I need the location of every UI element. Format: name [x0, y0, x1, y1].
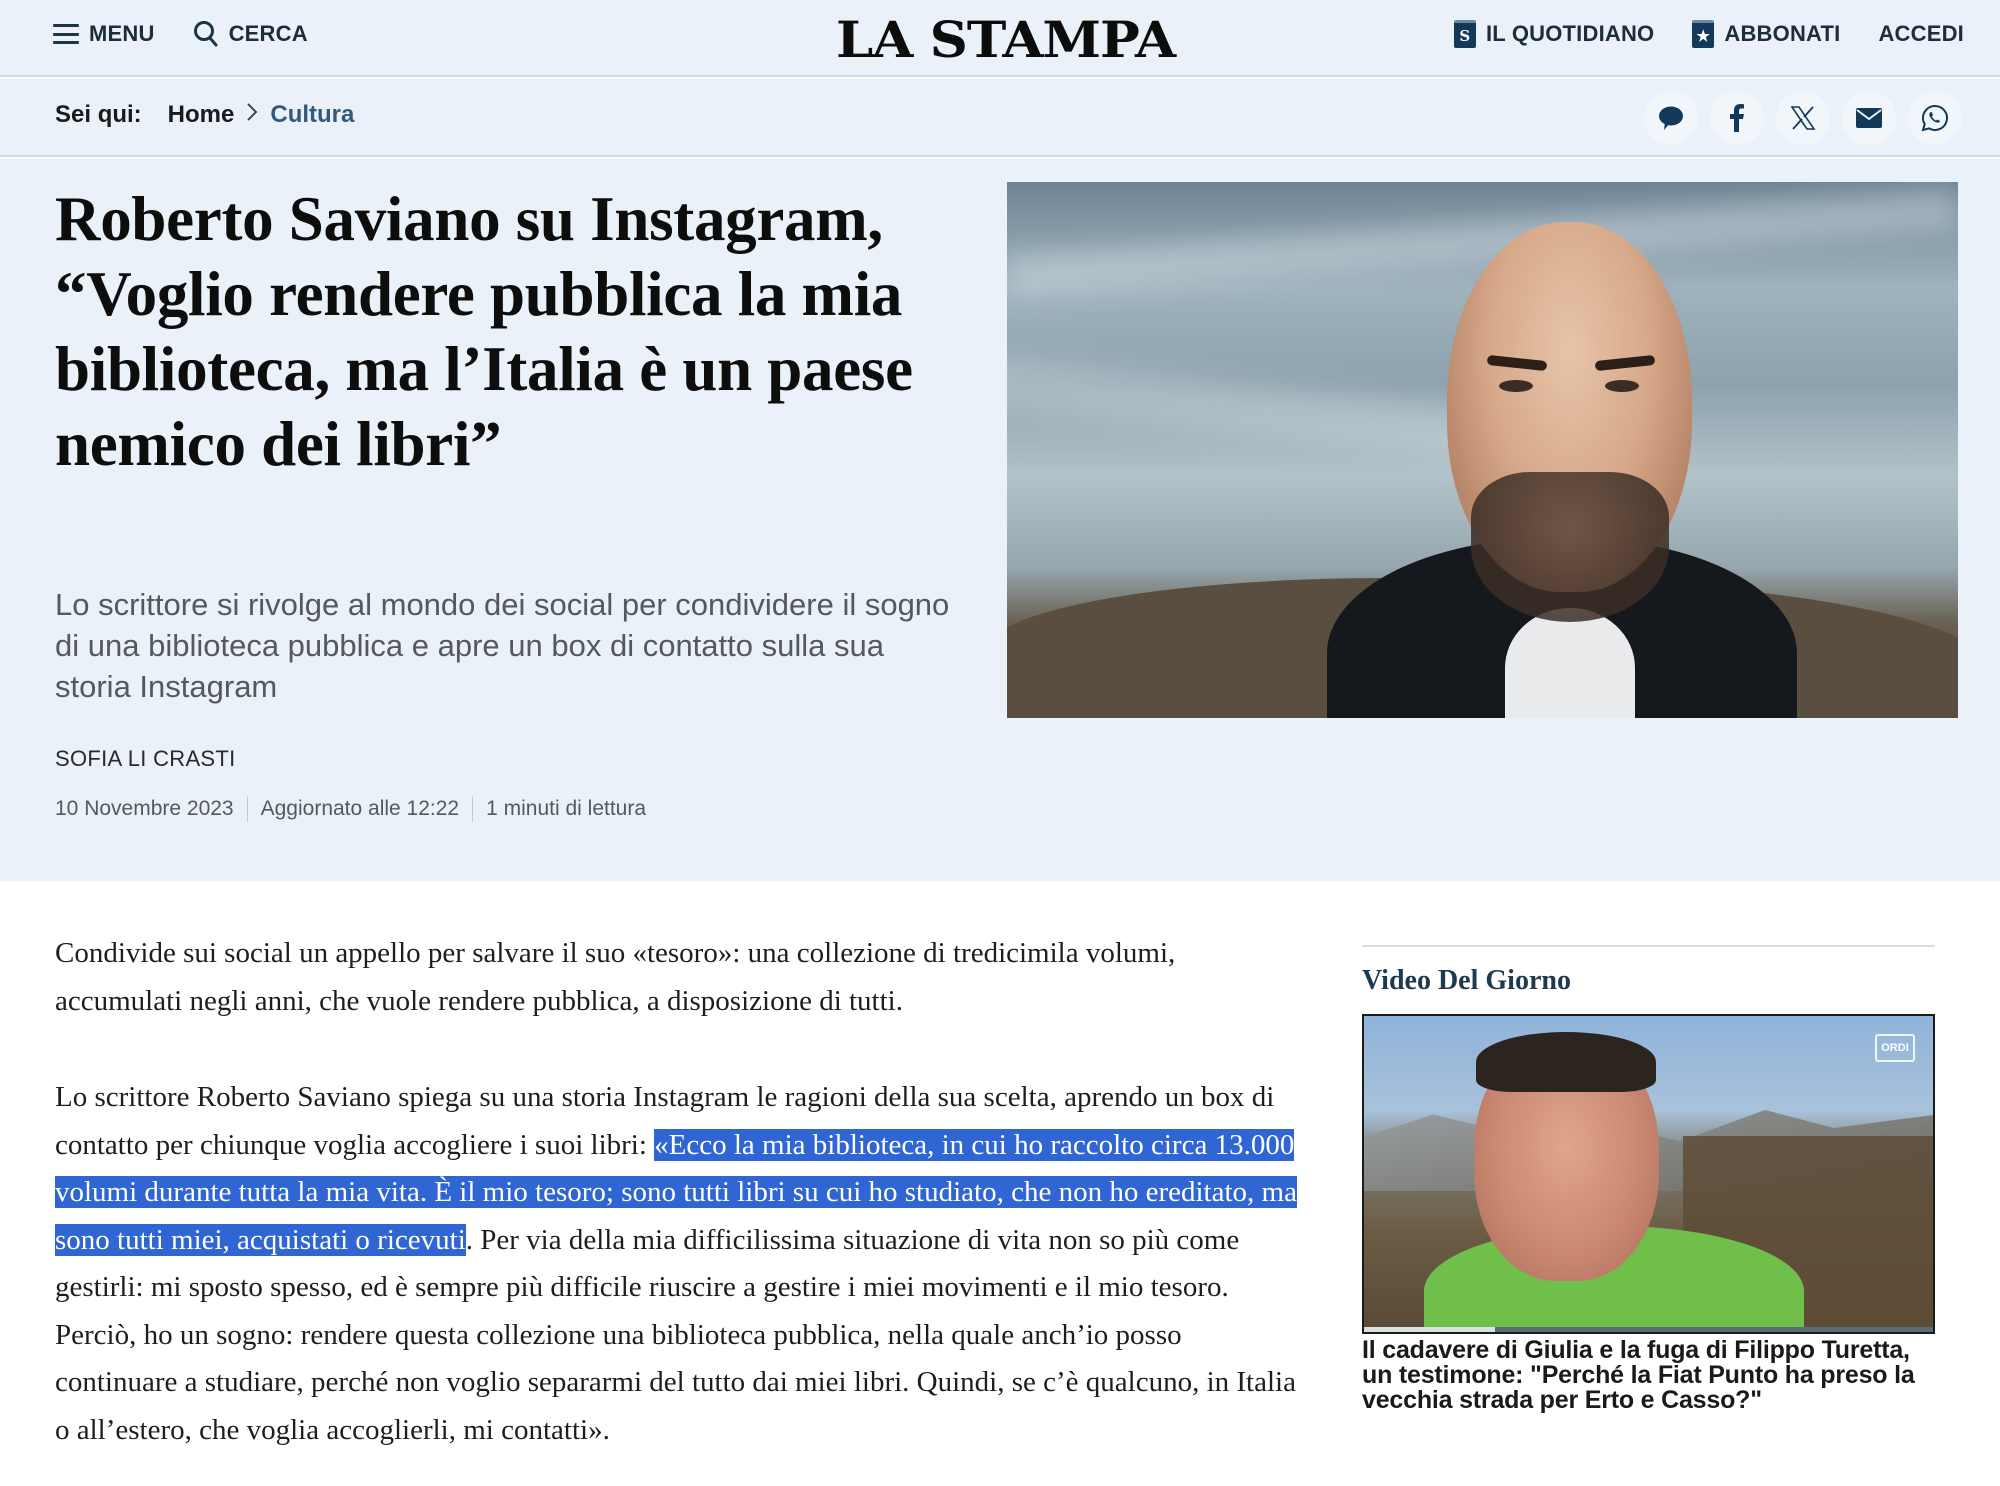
meta-divider	[472, 796, 473, 822]
video-del-giorno-heading: Video Del Giorno	[1362, 965, 1571, 996]
article-subtitle: Lo scrittore si rivolge al mondo dei social per condividere il sogno di una biblioteca pubblica e apre un box di contatto sulla sua storia Instagram	[55, 587, 950, 704]
article-body	[55, 930, 1305, 1486]
article-meta	[55, 796, 646, 822]
paragraph-text: . Per via della mia difficilissima situazione di vita non so più come gestirli: mi sposto spesso, ed è sempre più difficile riuscire a gestire i miei movimenti e il mio tesoro. Perciò, ho un sogno: rendere questa collezione una biblioteca pubblica, nella quale anch’io posso continuare a studiare, perché non voglio separarmi del tutto dai miei libri. Quindi, se c’è qualcuno, in Italia o all’estero, che voglia accoglierli, mi contatti».	[55, 1223, 1296, 1446]
search-button[interactable]	[193, 20, 308, 48]
paragraph-text: Lo scrittore Roberto Saviano spiega su una storia Instagram le ragioni della sua scelta, aprendo un box di contatto per chiunque voglia accogliere i suoi libri:	[55, 1081, 1275, 1161]
il-quotidiano-label: IL QUOTIDIANO	[1485, 21, 1655, 46]
hero-image-portrait	[1007, 182, 1958, 718]
breadcrumb	[55, 101, 354, 129]
breadcrumb-label: Sei qui:	[55, 101, 142, 128]
breadcrumb-bar	[0, 79, 2000, 157]
star-book-icon: ★	[1692, 20, 1714, 48]
x-share-button[interactable]	[1776, 91, 1830, 145]
x-icon	[1790, 105, 1816, 131]
video-progress-bar[interactable]	[1364, 1327, 1933, 1332]
article-paragraph	[55, 1074, 1305, 1454]
video-player-thumbnail[interactable]	[1362, 1014, 1935, 1334]
top-header	[0, 0, 2000, 77]
accedi-link[interactable]	[1878, 21, 1964, 47]
menu-button[interactable]	[53, 21, 155, 47]
chevron-right-icon	[246, 102, 258, 128]
comment-button[interactable]	[1644, 91, 1698, 145]
article-title: Roberto Saviano su Instagram, “Voglio rendere pubblica la mia biblioteca, ma l’Italia è un paese nemico dei libri”	[55, 184, 913, 479]
search-icon	[193, 20, 219, 48]
publish-date: 10 Novembre 2023	[55, 797, 234, 820]
selected-quote-text[interactable]: «Ecco la mia biblioteca, in cui ho raccolto circa 13.000 volumi durante tutta la mia vita. È il mio tesoro; sono tutti libri su cui ho studiato, che non ho ereditato, ma sono tutti miei, acquistati o ricevuti	[55, 1128, 1297, 1256]
whatsapp-icon	[1921, 104, 1949, 132]
sidebar	[1362, 945, 1935, 1413]
email-share-button[interactable]	[1842, 91, 1896, 145]
abbonati-label: ABBONATI	[1724, 21, 1841, 46]
il-quotidiano-link[interactable]	[1454, 20, 1654, 48]
email-icon	[1856, 108, 1882, 128]
facebook-share-button[interactable]	[1710, 91, 1764, 145]
whatsapp-share-button[interactable]	[1908, 91, 1962, 145]
facebook-icon	[1728, 104, 1746, 132]
header-left-nav	[53, 20, 308, 48]
article-paragraph: Condivide sui social un appello per salvare il suo «tesoro»: una collezione di tredicimila volumi, accumulati negli anni, che vuole rendere pubblica, a disposizione di tutti.	[55, 937, 1176, 1017]
la-stampa-logo[interactable]: LA STAMPA	[836, 10, 1176, 69]
comment-icon	[1657, 104, 1685, 132]
menu-label: MENU	[89, 21, 155, 46]
abbonati-link[interactable]	[1692, 20, 1840, 48]
breadcrumb-cultura[interactable]: Cultura	[270, 101, 355, 128]
video-caption-link[interactable]: Il cadavere di Giulia e la fuga di Filippo Turetta, un testimone: "Perché la Fiat Punto ha preso la vecchia strada per Erto e Casso?"	[1362, 1336, 1915, 1414]
sidebar-divider	[1362, 945, 1935, 947]
updated-time: Aggiornato alle 12:22	[260, 797, 460, 820]
share-buttons	[1644, 91, 1962, 145]
breadcrumb-home[interactable]: Home	[167, 101, 235, 128]
accedi-label: ACCEDI	[1878, 21, 1964, 46]
search-label: CERCA	[228, 21, 308, 46]
reading-time: 1 minuti di lettura	[486, 797, 647, 820]
article-hero	[0, 159, 2000, 881]
meta-divider	[247, 796, 248, 822]
channel-logo-icon: ORDI	[1875, 1034, 1915, 1062]
header-right-nav	[1454, 20, 1964, 48]
article-author[interactable]: SOFIA LI CRASTI	[55, 746, 236, 771]
quotidiano-book-icon: S	[1454, 20, 1476, 48]
hamburger-icon	[53, 24, 79, 44]
